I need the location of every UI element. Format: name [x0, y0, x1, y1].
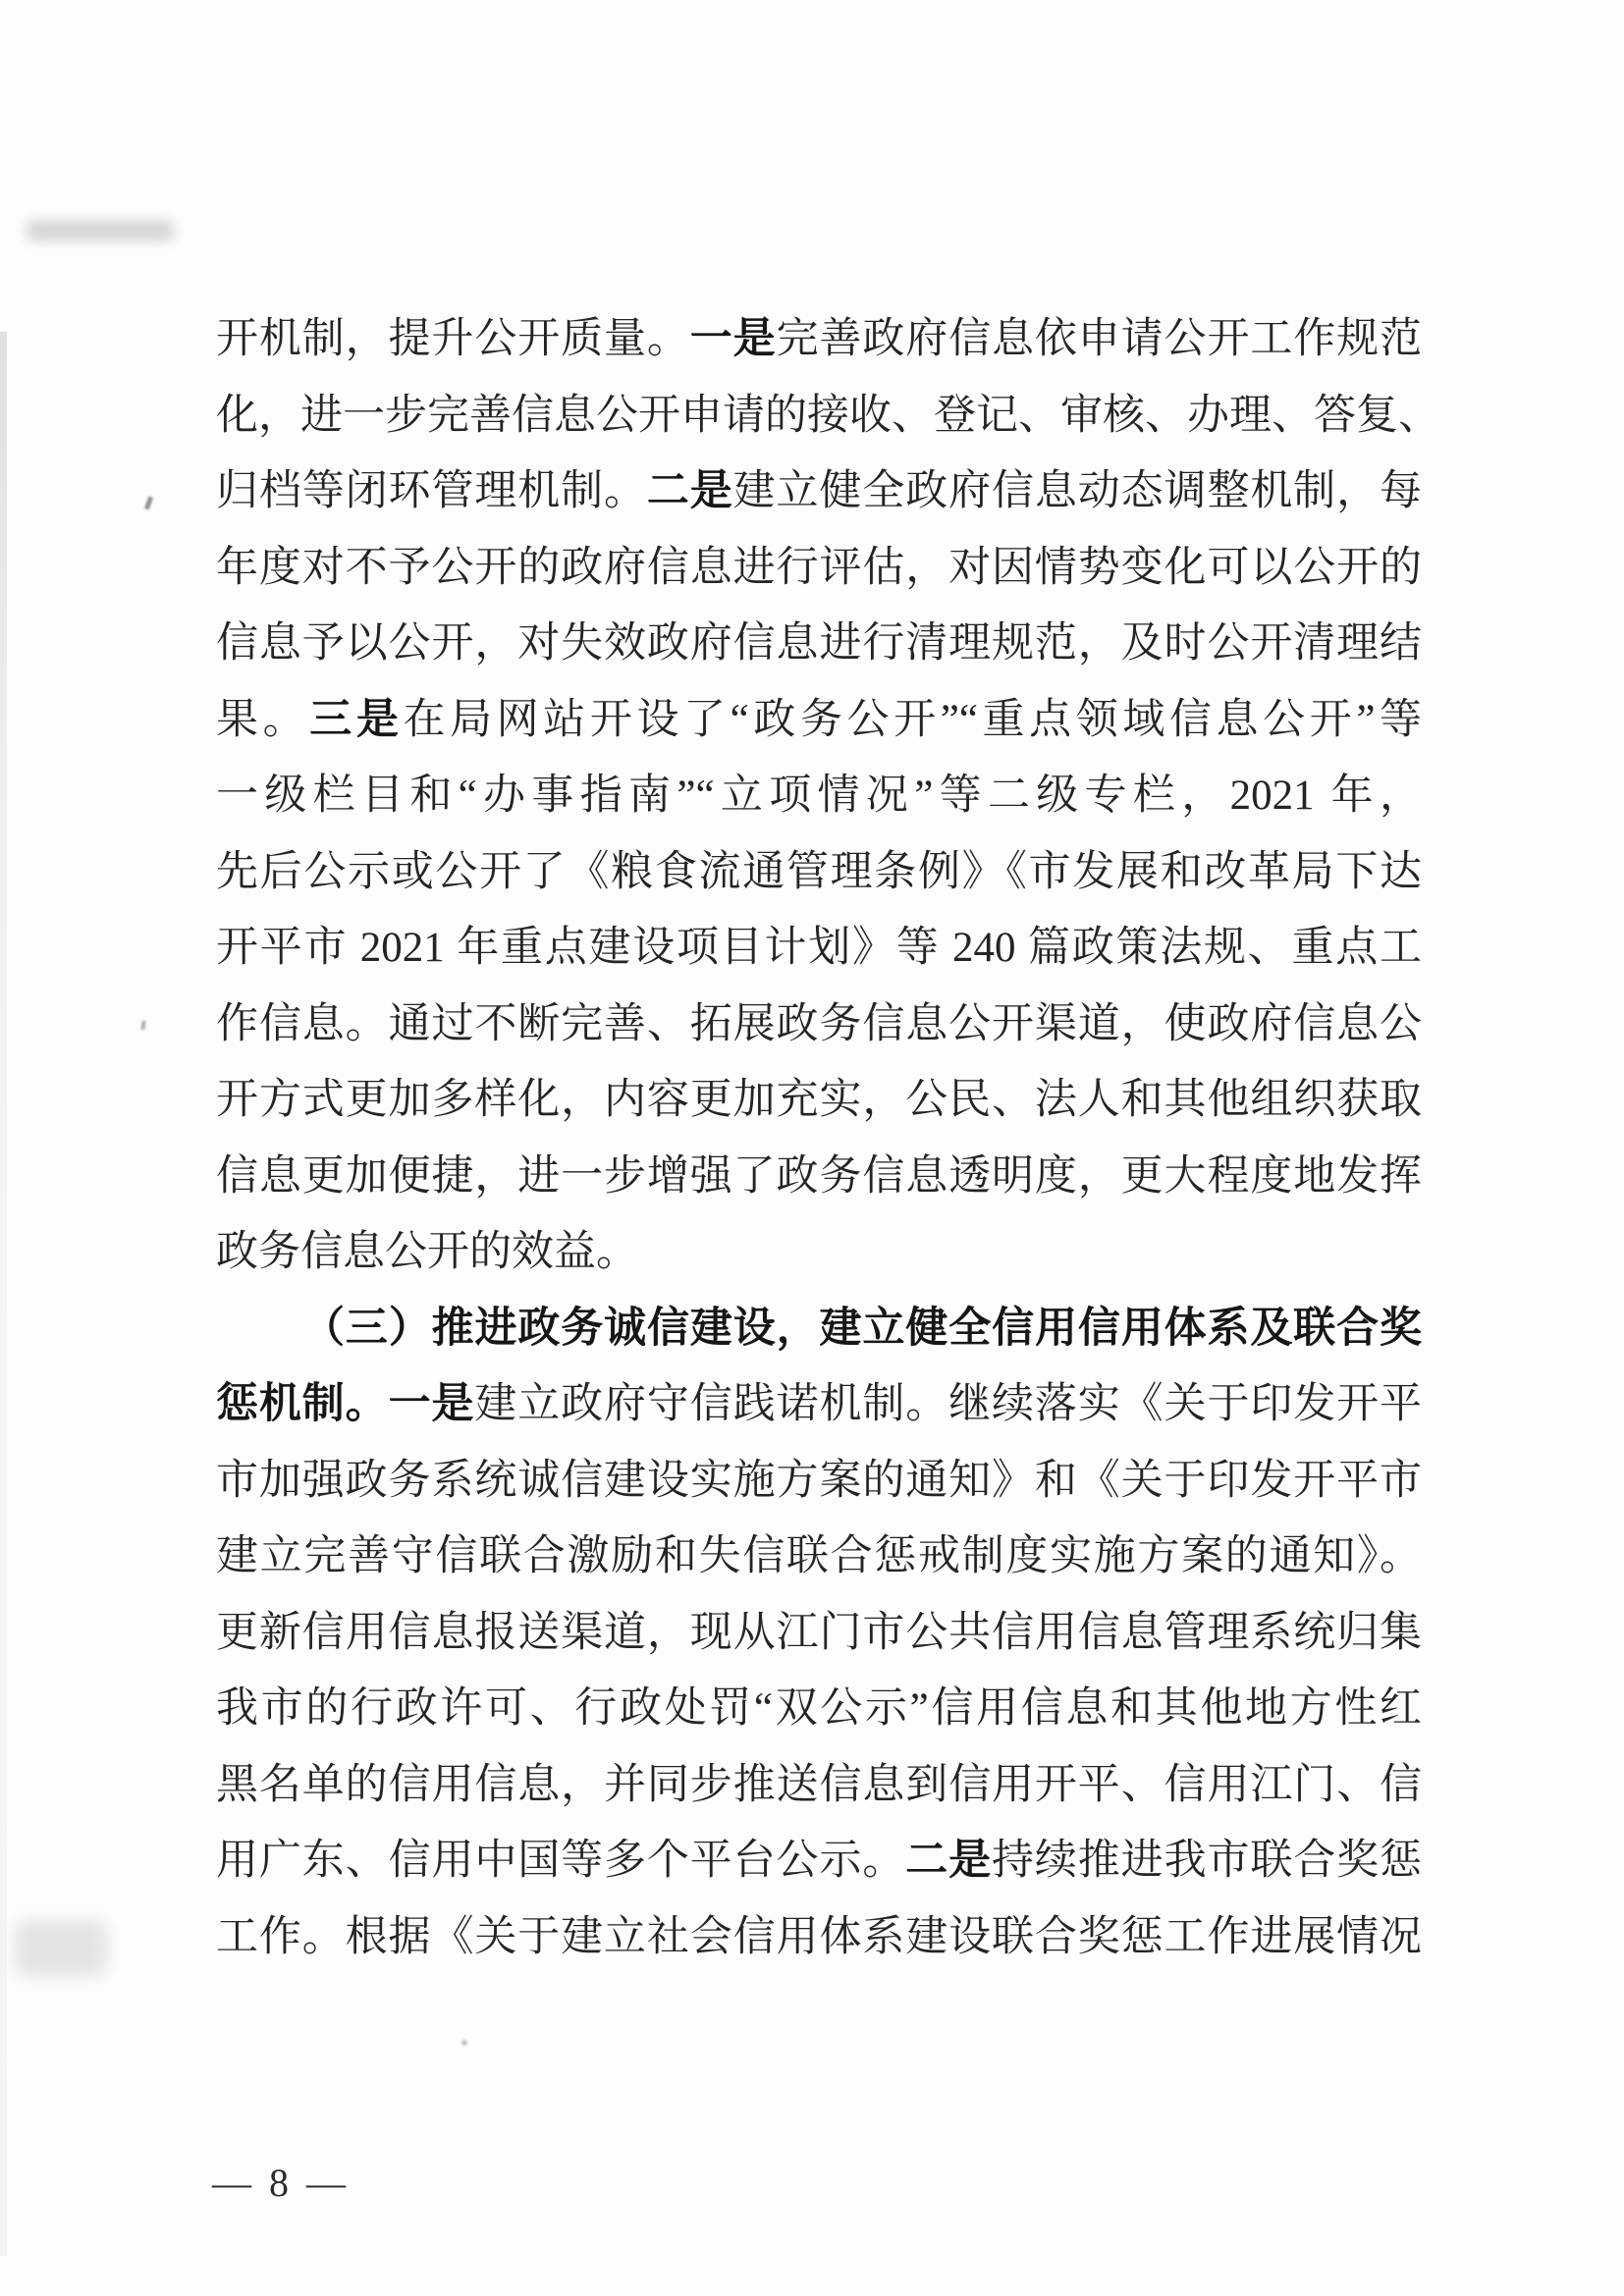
- text-line: [216, 530, 1422, 607]
- text-line: [216, 454, 1422, 530]
- text-line: [216, 1747, 1422, 1824]
- scan-artifact-smudge: [14, 1920, 108, 1977]
- text-line: [216, 1214, 1422, 1291]
- text-segment: 持续推进我市联合奖惩: [992, 1838, 1423, 1884]
- text-line: [216, 834, 1422, 911]
- text-segment: 更新信用信息报送渠道，现从江门市公共信用信息管理系统归集: [216, 1609, 1422, 1656]
- text-line: [216, 1519, 1422, 1595]
- text-line: [216, 1291, 1422, 1367]
- text-segment: 用广东、信用中国等多个平台公示。: [216, 1838, 906, 1884]
- text-line: [216, 1062, 1422, 1139]
- text-line: [216, 758, 1422, 834]
- text-line: [216, 1139, 1422, 1215]
- text-segment: 信息予以公开，对失效政府信息进行清理规范，及时公开清理结: [216, 620, 1422, 667]
- text-segment: 在局网站开设了“政务公开”“重点领域信息公开”等: [403, 696, 1423, 743]
- text-segment: 归档等闭环管理机制。: [216, 468, 647, 514]
- text-segment: 先后公示或公开了《粮食流通管理条例》《市发展和改革局下达: [216, 848, 1422, 895]
- text-segment: 年度对不予公开的政府信息进行评估，对因情势变化可以公开的: [216, 544, 1422, 591]
- text-segment: 市加强政务系统诚信建设实施方案的通知》和《关于印发开平市: [216, 1457, 1422, 1504]
- text-segment: 作信息。通过不断完善、拓展政务信息公开渠道，使政府信息公: [216, 1000, 1422, 1047]
- text-segment: 开方式更加多样化，内容更加充实，公民、法人和其他组织获取: [216, 1077, 1422, 1123]
- text-line: [216, 910, 1422, 987]
- text-line: [216, 1366, 1422, 1443]
- text-segment-bold: 一是: [689, 316, 777, 362]
- text-line: [216, 682, 1422, 759]
- text-line: [216, 378, 1440, 454]
- text-segment-bold: 二是: [905, 1838, 993, 1884]
- text-segment: 开平市 2021 年重点建设项目计划》等 240 篇政策法规、重点工: [216, 925, 1422, 971]
- text-segment: 化，进一步完善信息公开申请的接收、登记、审核、办理、答复、: [216, 392, 1440, 439]
- text-segment: 一级栏目和“办事指南”“立项情况”等二级专栏，2021 年，: [216, 773, 1422, 819]
- text-segment: 黑名单的信用信息，并同步推送信息到信用开平、信用江门、信: [216, 1761, 1422, 1808]
- text-segment: 建立完善守信联合激励和失信联合惩戒制度实施方案的通知》。: [216, 1533, 1422, 1579]
- text-segment: 信息更加便捷，进一步增强了政务信息透明度，更大程度地发挥: [216, 1152, 1422, 1200]
- text-segment-bold: （三）推进政务诚信建设，建立健全信用信用体系及联合奖: [302, 1305, 1422, 1352]
- document-body: [216, 301, 1440, 1975]
- text-line: [216, 1671, 1422, 1747]
- text-segment: 工作。根据《关于建立社会信用体系建设联合奖惩工作进展情况: [216, 1913, 1422, 1960]
- text-line: [216, 1823, 1422, 1899]
- text-segment: 建立政府守信践诺机制。继续落实《关于印发开平: [474, 1381, 1423, 1427]
- scan-artifact-left-edge: [0, 332, 7, 2256]
- text-segment: 政务信息公开的效益。: [216, 1229, 638, 1275]
- text-segment: 完善政府信息依申请公开工作规范: [776, 316, 1423, 362]
- scan-artifact-speck: [140, 1021, 146, 1031]
- text-segment-bold: 惩机制。: [216, 1381, 389, 1427]
- text-segment-bold: 二是: [646, 468, 733, 514]
- scan-artifact-smudge: [26, 220, 175, 241]
- text-line: [216, 987, 1422, 1063]
- scan-artifact-speck: [461, 2040, 467, 2046]
- text-line: [216, 1899, 1422, 1976]
- text-segment-bold: 一是: [388, 1381, 475, 1427]
- text-line: [216, 301, 1422, 378]
- page-number: — 8 —: [212, 2161, 350, 2205]
- scan-artifact-speck: [144, 497, 153, 510]
- text-segment-bold: 三是: [309, 696, 404, 743]
- text-segment: 开机制，提升公开质量。: [216, 316, 690, 362]
- text-line: [216, 606, 1422, 682]
- text-line: [216, 1595, 1422, 1672]
- text-segment: 我市的行政许可、行政处罚“双公示”信用信息和其他地方性红: [216, 1685, 1422, 1732]
- text-line: [216, 1443, 1422, 1520]
- text-segment: 果。: [216, 696, 310, 743]
- text-segment: 建立健全政府信息动态调整机制，每: [732, 468, 1423, 514]
